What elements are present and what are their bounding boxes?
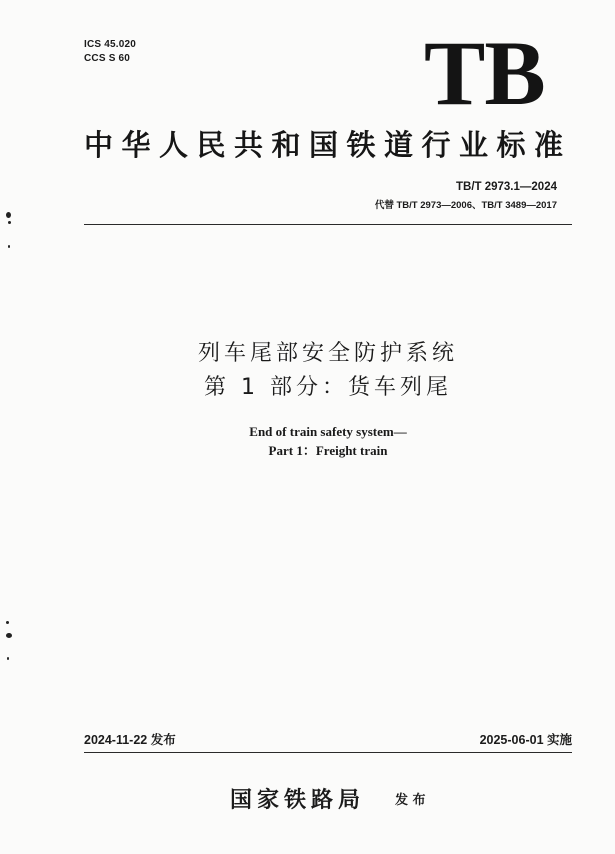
scan-mark <box>6 633 12 638</box>
implement-date: 2025-06-01 实施 <box>479 733 572 747</box>
title-zh-line1: 列车尾部安全防护系统 <box>197 341 458 366</box>
bottom-divider <box>84 752 572 753</box>
standard-category-heading: 中华人民共和国铁道行业标准 <box>84 128 572 162</box>
publish-date: 2024-11-22 发布 <box>84 733 176 747</box>
standard-number: TB/T 2973.1—2024 <box>455 181 557 193</box>
tb-logo: TB <box>424 22 545 124</box>
scan-mark <box>8 245 10 248</box>
title-zh-line2: 第 1 部分：货车列尾 <box>204 375 452 400</box>
scan-mark <box>8 221 11 224</box>
replaces-standards: 代替 TB/T 2973—2006、TB/T 3489—2017 <box>374 200 557 211</box>
scan-mark <box>7 657 9 660</box>
issuer-action: 发 布 <box>395 793 426 808</box>
title-en-line2: Part 1：Freight train <box>268 443 388 458</box>
title-en-line1: End of train safety system— <box>249 424 407 439</box>
issuer-name: 国家铁路局 <box>230 787 366 813</box>
ics-code: ICS 45.020 <box>84 39 137 50</box>
scan-mark <box>6 621 9 624</box>
ccs-code: CCS S 60 <box>84 53 131 64</box>
scan-mark <box>6 212 11 218</box>
top-divider <box>84 224 572 225</box>
